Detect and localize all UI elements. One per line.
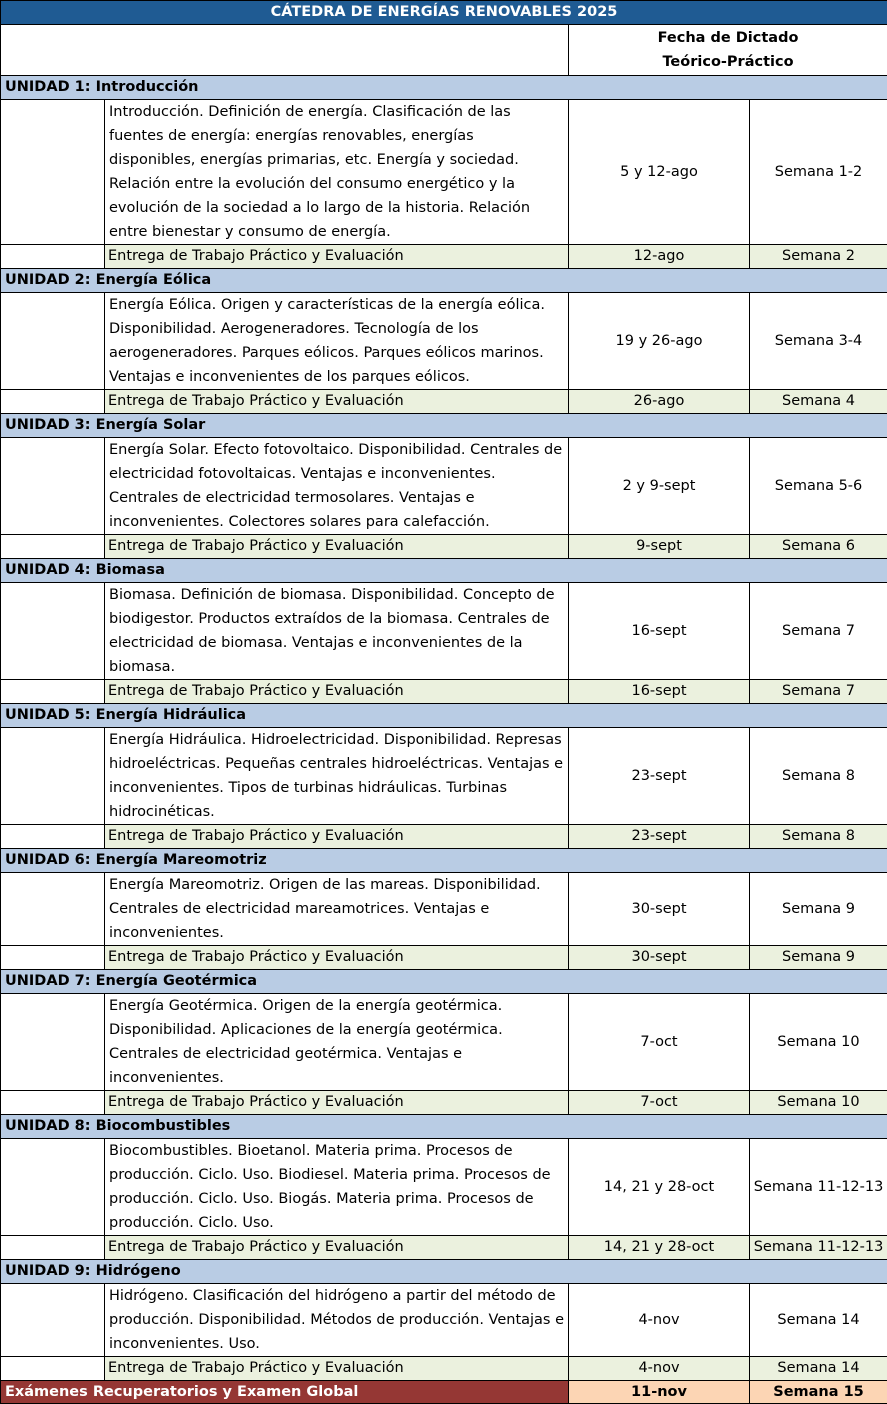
unit-description: Hidrógeno. Clasificación del hidrógeno a partir del método de producción. Disponibilidad. Métodos de producción. Ventajas e inconvenientes. Uso. xyxy=(105,1284,569,1357)
unit-description: Biomasa. Definición de biomasa. Disponibilidad. Concepto de biodigestor. Productos extraídos de la biomasa. Centrales de electricidad de biomasa. Ventajas e inconvenientes de la biomasa. xyxy=(105,583,569,680)
unit-week: Semana 7 xyxy=(750,583,887,680)
unit-heading: UNIDAD 9: Hidrógeno xyxy=(1,1260,887,1284)
entrega-date: 30-sept xyxy=(569,946,750,970)
unit-content-row xyxy=(1,994,887,1091)
unit-week: Semana 1-2 xyxy=(750,100,887,245)
unit-heading-row xyxy=(1,414,887,438)
unit-content-row xyxy=(1,1139,887,1236)
unit-heading: UNIDAD 1: Introducción xyxy=(1,76,887,100)
row-spacer xyxy=(1,873,105,946)
entrega-row xyxy=(1,946,887,970)
row-spacer xyxy=(1,1091,105,1115)
unit-heading-row xyxy=(1,76,887,100)
unit-heading: UNIDAD 2: Energía Eólica xyxy=(1,269,887,293)
entrega-label: Entrega de Trabajo Práctico y Evaluación xyxy=(105,1236,569,1260)
unit-heading-row xyxy=(1,970,887,994)
unit-date: 30-sept xyxy=(569,873,750,946)
entrega-week: Semana 10 xyxy=(750,1091,887,1115)
entrega-label: Entrega de Trabajo Práctico y Evaluación xyxy=(105,1091,569,1115)
entrega-week: Semana 8 xyxy=(750,825,887,849)
title-row xyxy=(1,1,887,25)
row-spacer xyxy=(1,100,105,245)
unit-content-row xyxy=(1,438,887,535)
entrega-label: Entrega de Trabajo Práctico y Evaluación xyxy=(105,680,569,704)
entrega-week: Semana 2 xyxy=(750,245,887,269)
entrega-label: Entrega de Trabajo Práctico y Evaluación xyxy=(105,1357,569,1381)
unit-description: Energía Mareomotriz. Origen de las mareas. Disponibilidad. Centrales de electricidad mareamotrices. Ventajas e inconvenientes. xyxy=(105,873,569,946)
date-header-line1: Fecha de Dictado xyxy=(572,26,884,50)
unit-heading-row xyxy=(1,559,887,583)
row-spacer xyxy=(1,583,105,680)
row-spacer xyxy=(1,1236,105,1260)
row-spacer xyxy=(1,390,105,414)
unit-date: 4-nov xyxy=(569,1284,750,1357)
unit-week: Semana 10 xyxy=(750,994,887,1091)
unit-content-row xyxy=(1,293,887,390)
entrega-week: Semana 6 xyxy=(750,535,887,559)
unit-content-row xyxy=(1,583,887,680)
entrega-date: 23-sept xyxy=(569,825,750,849)
entrega-label: Entrega de Trabajo Práctico y Evaluación xyxy=(105,825,569,849)
row-spacer xyxy=(1,1139,105,1236)
row-spacer xyxy=(1,293,105,390)
unit-week: Semana 9 xyxy=(750,873,887,946)
unit-week: Semana 14 xyxy=(750,1284,887,1357)
unit-week: Semana 3-4 xyxy=(750,293,887,390)
row-spacer xyxy=(1,728,105,825)
entrega-date: 16-sept xyxy=(569,680,750,704)
unit-date: 23-sept xyxy=(569,728,750,825)
entrega-row xyxy=(1,680,887,704)
unit-heading: UNIDAD 4: Biomasa xyxy=(1,559,887,583)
unit-content-row xyxy=(1,873,887,946)
entrega-date: 7-oct xyxy=(569,1091,750,1115)
unit-week: Semana 11-12-13 xyxy=(750,1139,887,1236)
row-spacer xyxy=(1,994,105,1091)
table-title: CÁTEDRA DE ENERGÍAS RENOVABLES 2025 xyxy=(1,1,887,25)
unit-heading: UNIDAD 3: Energía Solar xyxy=(1,414,887,438)
row-spacer xyxy=(1,1357,105,1381)
unit-description: Energía Eólica. Origen y características de la energía eólica. Disponibilidad. Aerogeneradores. Tecnología de los aerogeneradores. Parques eólicos. Parques eólicos marinos. Ventajas e inconvenientes de los parques eólicos. xyxy=(105,293,569,390)
entrega-week: Semana 14 xyxy=(750,1357,887,1381)
entrega-label: Entrega de Trabajo Práctico y Evaluación xyxy=(105,535,569,559)
unit-date: 16-sept xyxy=(569,583,750,680)
entrega-row xyxy=(1,390,887,414)
final-exam-week: Semana 15 xyxy=(750,1381,887,1404)
row-spacer xyxy=(1,825,105,849)
unit-description: Biocombustibles. Bioetanol. Materia prima. Procesos de producción. Ciclo. Uso. Biodiesel. Materia prima. Procesos de producción. Ciclo. Uso. Biogás. Materia prima. Procesos de producción. Ciclo. Uso. xyxy=(105,1139,569,1236)
unit-date: 19 y 26-ago xyxy=(569,293,750,390)
entrega-row xyxy=(1,825,887,849)
row-spacer xyxy=(1,245,105,269)
entrega-label: Entrega de Trabajo Práctico y Evaluación xyxy=(105,390,569,414)
entrega-row xyxy=(1,1236,887,1260)
entrega-date: 26-ago xyxy=(569,390,750,414)
unit-content-row xyxy=(1,1284,887,1357)
entrega-date: 14, 21 y 28-oct xyxy=(569,1236,750,1260)
entrega-row xyxy=(1,535,887,559)
unit-heading-row xyxy=(1,704,887,728)
final-exam-label: Exámenes Recuperatorios y Examen Global xyxy=(1,1381,569,1404)
unit-description: Introducción. Definición de energía. Clasificación de las fuentes de energía: energías renovables, energías disponibles, energías primarias, etc. Energía y sociedad. Relación entre la evolución del consumo energético y la evolución de la sociedad a lo largo de la historia. Relación entre bienestar y consumo de energía. xyxy=(105,100,569,245)
row-spacer xyxy=(1,680,105,704)
date-header-line2: Teórico-Práctico xyxy=(572,50,884,74)
unit-heading: UNIDAD 7: Energía Geotérmica xyxy=(1,970,887,994)
unit-date: 5 y 12-ago xyxy=(569,100,750,245)
unit-heading-row xyxy=(1,849,887,873)
entrega-week: Semana 11-12-13 xyxy=(750,1236,887,1260)
row-spacer xyxy=(1,946,105,970)
entrega-label: Entrega de Trabajo Práctico y Evaluación xyxy=(105,245,569,269)
unit-heading-row xyxy=(1,1115,887,1139)
entrega-week: Semana 9 xyxy=(750,946,887,970)
header-row xyxy=(1,25,887,76)
header-blank xyxy=(1,25,569,76)
entrega-row xyxy=(1,1357,887,1381)
unit-heading-row xyxy=(1,1260,887,1284)
unit-week: Semana 8 xyxy=(750,728,887,825)
entrega-date: 9-sept xyxy=(569,535,750,559)
unit-heading: UNIDAD 6: Energía Mareomotriz xyxy=(1,849,887,873)
final-exam-date: 11-nov xyxy=(569,1381,750,1404)
unit-date: 14, 21 y 28-oct xyxy=(569,1139,750,1236)
entrega-row xyxy=(1,245,887,269)
row-spacer xyxy=(1,1284,105,1357)
unit-heading: UNIDAD 8: Biocombustibles xyxy=(1,1115,887,1139)
row-spacer xyxy=(1,438,105,535)
date-header xyxy=(569,25,887,76)
unit-content-row xyxy=(1,100,887,245)
entrega-date: 4-nov xyxy=(569,1357,750,1381)
unit-description: Energía Solar. Efecto fotovoltaico. Disponibilidad. Centrales de electricidad fotovoltaicas. Ventajas e inconvenientes. Centrales de electricidad termosolares. Ventajas e inconvenientes. Colectores solares para calefacción. xyxy=(105,438,569,535)
row-spacer xyxy=(1,535,105,559)
entrega-week: Semana 7 xyxy=(750,680,887,704)
final-exam-row xyxy=(1,1381,887,1404)
entrega-week: Semana 4 xyxy=(750,390,887,414)
unit-description: Energía Hidráulica. Hidroelectricidad. Disponibilidad. Represas hidroeléctricas. Pequeñas centrales hidroeléctricas. Ventajas e inconvenientes. Tipos de turbinas hidráulicas. Turbinas hidrocinéticas. xyxy=(105,728,569,825)
unit-heading-row xyxy=(1,269,887,293)
unit-week: Semana 5-6 xyxy=(750,438,887,535)
entrega-row xyxy=(1,1091,887,1115)
unit-heading: UNIDAD 5: Energía Hidráulica xyxy=(1,704,887,728)
unit-date: 2 y 9-sept xyxy=(569,438,750,535)
entrega-date: 12-ago xyxy=(569,245,750,269)
entrega-label: Entrega de Trabajo Práctico y Evaluación xyxy=(105,946,569,970)
unit-content-row xyxy=(1,728,887,825)
unit-date: 7-oct xyxy=(569,994,750,1091)
unit-description: Energía Geotérmica. Origen de la energía geotérmica. Disponibilidad. Aplicaciones de la energía geotérmica. Centrales de electricidad geotérmica. Ventajas e inconvenientes. xyxy=(105,994,569,1091)
